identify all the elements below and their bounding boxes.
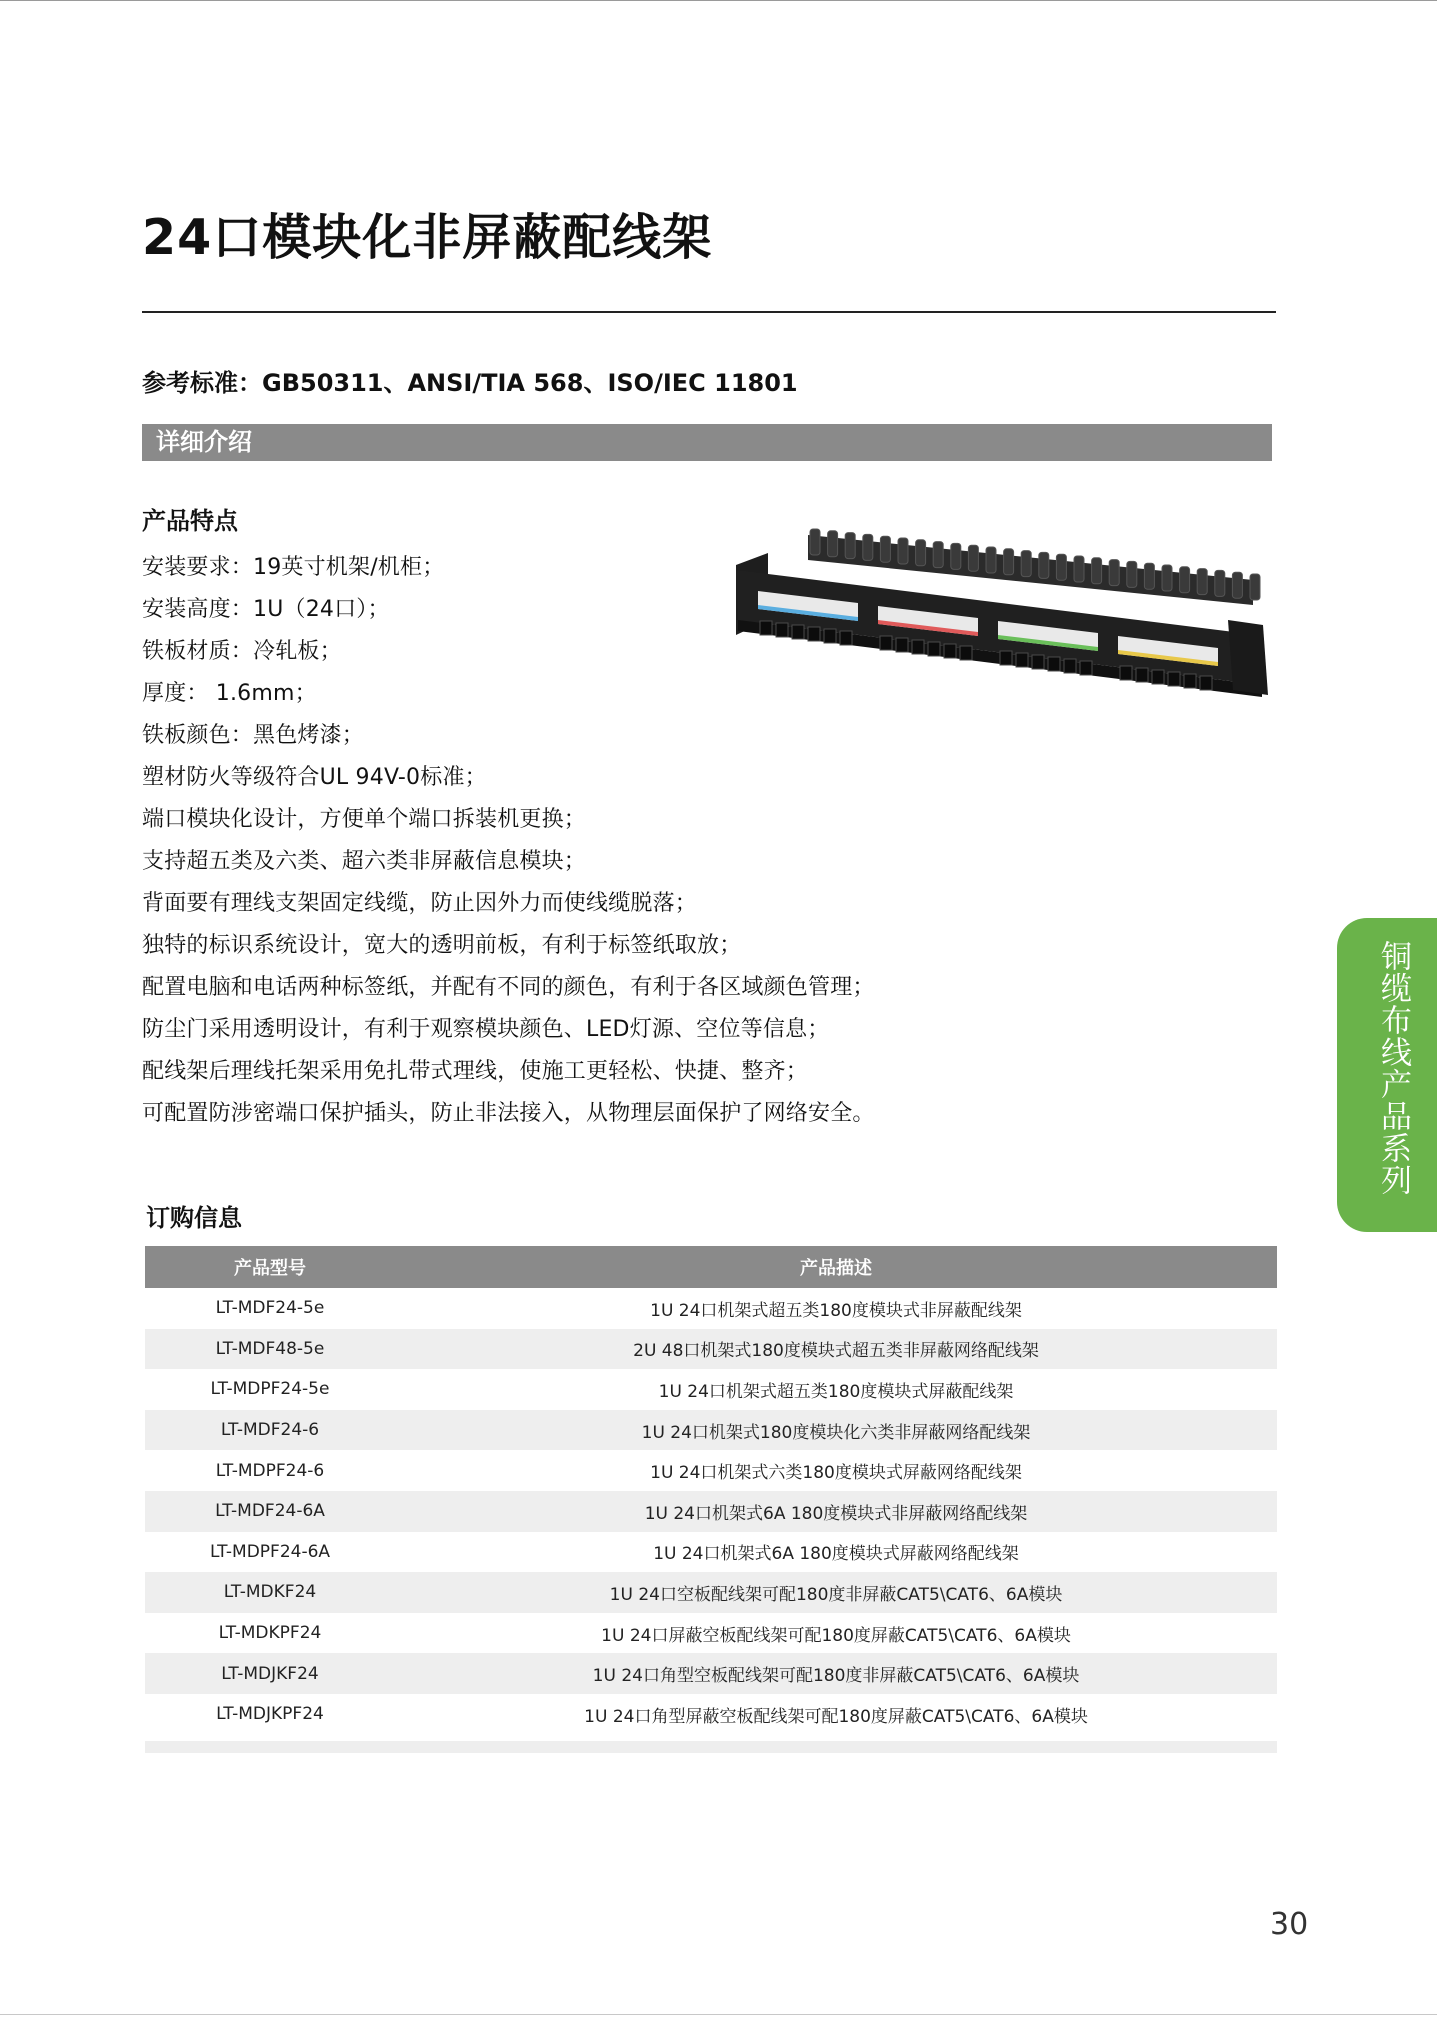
rj45-port — [760, 621, 772, 635]
description-cell: 1U 24口空板配线架可配180度非屏蔽CAT5\CAT6、6A模块 — [395, 1572, 1277, 1613]
comb-tooth — [933, 542, 943, 568]
page-title: 24口模块化非屏蔽配线架 — [142, 209, 713, 266]
table-row — [145, 1410, 1277, 1451]
feature-item: 厚度： 1.6mm； — [142, 681, 317, 706]
comb-tooth — [1197, 569, 1207, 595]
model-cell: LT-MDF24-6 — [145, 1410, 395, 1451]
comb-tooth — [1056, 554, 1066, 580]
model-cell: LT-MDJKPF24 — [216, 1704, 324, 1725]
model-cell: LT-MDF24-6A — [145, 1491, 395, 1532]
model-cell: LT-MDF24-5e — [215, 1298, 325, 1319]
model-cell: LT-MDKPF24 — [218, 1623, 322, 1644]
table-row — [145, 1450, 1277, 1491]
table-bottom-band — [145, 1741, 1277, 1753]
comb-tooth — [1039, 552, 1049, 578]
description-cell: 1U 24口屏蔽空板配线架可配180度屏蔽CAT5\CAT6、6A模块 — [601, 1625, 1071, 1646]
title-divider — [142, 311, 1276, 313]
rj45-port — [1080, 661, 1092, 675]
patch-panel-product-image — [728, 525, 1268, 715]
feature-item: 背面要有理线支架固定线缆，防止因外力而使线缆脱落； — [142, 891, 698, 916]
model-cell: LT-MDPF24-6A — [209, 1541, 331, 1562]
table-row — [145, 1572, 1277, 1613]
side-tab-label: 铜缆布线产品系列 — [1375, 940, 1411, 1196]
comb-tooth — [1215, 570, 1225, 596]
rj45-port — [1064, 659, 1076, 673]
order-table — [145, 1246, 1277, 1735]
top-rule — [0, 0, 1437, 1]
feature-item: 可配置防涉密端口保护插头，防止非法接入，从物理层面保护了网络安全。 — [142, 1101, 875, 1126]
description-cell: 1U 24口角型空板配线架可配180度非屏蔽CAT5\CAT6、6A模块 — [395, 1653, 1277, 1694]
comb-tooth — [1004, 549, 1014, 575]
table-row — [145, 1288, 1277, 1329]
comb-tooth — [1092, 558, 1102, 584]
patch-panel-illustration — [736, 529, 1268, 697]
comb-tooth — [1074, 556, 1084, 582]
description-cell: 1U 24口机架式6A 180度模块式非屏蔽网络配线架 — [395, 1491, 1277, 1532]
comb-tooth — [1180, 567, 1190, 593]
rj45-port — [792, 625, 804, 639]
rj45-port — [912, 640, 924, 654]
page-number: 30 — [1270, 1907, 1309, 1942]
feature-item: 配线架后理线托架采用免扎带式理线，使施工更轻松、快捷、整齐； — [142, 1059, 809, 1084]
comb-tooth — [1162, 565, 1172, 591]
table-row — [145, 1329, 1277, 1370]
rj45-port — [1184, 674, 1196, 688]
features-heading: 产品特点 — [142, 507, 238, 535]
comb-tooth — [898, 538, 908, 564]
rj45-port — [1200, 676, 1212, 690]
rj45-port — [1016, 653, 1028, 667]
feature-item: 铁板颜色：黑色烤漆； — [142, 723, 365, 748]
table-row — [145, 1694, 1277, 1735]
feature-item: 塑材防火等级符合UL 94V-0标准； — [142, 765, 487, 790]
rj45-port — [776, 623, 788, 637]
description-cell: 1U 24口机架式超五类180度模块式非屏蔽配线架 — [650, 1300, 1022, 1321]
comb-tooth — [828, 531, 838, 557]
comb-tooth — [986, 547, 996, 573]
comb-tooth — [916, 540, 926, 566]
comb-tooth — [1021, 551, 1031, 577]
feature-item: 安装高度：1U（24口）； — [142, 597, 390, 622]
model-cell: LT-MDPF24-5e — [210, 1379, 330, 1400]
description-cell: 1U 24口角型屏蔽空板配线架可配180度屏蔽CAT5\CAT6、6A模块 — [584, 1706, 1088, 1727]
model-cell: LT-MDF48-5e — [145, 1329, 395, 1370]
feature-item: 铁板材质：冷轧板； — [142, 639, 342, 664]
table-row — [145, 1369, 1277, 1410]
rj45-port — [928, 642, 940, 656]
model-cell: LT-MDPF24-6 — [215, 1460, 325, 1481]
rj45-port — [880, 636, 892, 650]
table-row — [145, 1613, 1277, 1654]
rj45-port — [896, 638, 908, 652]
rj45-port — [1000, 651, 1012, 665]
rj45-port — [1152, 670, 1164, 684]
comb-tooth — [968, 545, 978, 571]
description-cell: 1U 24口机架式180度模块化六类非屏蔽网络配线架 — [395, 1410, 1277, 1451]
comb-tooth — [1232, 572, 1242, 598]
table-row — [145, 1532, 1277, 1573]
comb-tooth — [810, 529, 820, 555]
feature-item: 端口模块化设计，方便单个端口拆装机更换； — [142, 807, 587, 832]
column-header-model: 产品型号 — [145, 1246, 395, 1288]
table-header-row — [145, 1246, 1277, 1288]
feature-item: 安装要求：19英寸机架/机柜； — [142, 555, 445, 580]
feature-item: 配置电脑和电话两种标签纸，并配有不同的颜色，有利于各区域颜色管理； — [142, 975, 875, 1000]
feature-item: 独特的标识系统设计，宽大的透明前板，有利于标签纸取放； — [142, 933, 742, 958]
rj45-port — [1168, 672, 1180, 686]
bottom-rule — [0, 2014, 1437, 2015]
rj45-port — [1032, 655, 1044, 669]
comb-tooth — [1109, 560, 1119, 586]
model-cell: LT-MDKF24 — [145, 1572, 395, 1613]
comb-tooth — [880, 536, 890, 562]
comb-tooth — [863, 534, 873, 560]
comb-tooth — [1250, 574, 1260, 600]
rj45-port — [824, 629, 836, 643]
model-cell: LT-MDJKF24 — [145, 1653, 395, 1694]
description-cell: 1U 24口机架式六类180度模块式屏蔽网络配线架 — [650, 1463, 1022, 1484]
reference-standard: 参考标准：GB50311、ANSI/TIA 568、ISO/IEC 11801 — [142, 369, 798, 397]
comb-tooth — [1144, 563, 1154, 589]
order-heading: 订购信息 — [146, 1204, 242, 1232]
table-row — [145, 1491, 1277, 1532]
feature-item: 支持超五类及六类、超六类非屏蔽信息模块； — [142, 849, 587, 874]
rj45-port — [1120, 666, 1132, 680]
comb-tooth — [951, 543, 961, 569]
rj45-port — [840, 631, 852, 645]
comb-tooth — [845, 533, 855, 559]
description-cell: 1U 24口机架式超五类180度模块式屏蔽配线架 — [658, 1381, 1014, 1402]
description-cell: 1U 24口机架式6A 180度模块式屏蔽网络配线架 — [653, 1544, 1019, 1565]
column-header-description: 产品描述 — [395, 1246, 1277, 1288]
comb-tooth — [1127, 561, 1137, 587]
rj45-port — [944, 644, 956, 658]
rj45-port — [808, 627, 820, 641]
section-bar-details: 详细介绍 — [142, 424, 1272, 461]
description-cell: 2U 48口机架式180度模块式超五类非屏蔽网络配线架 — [395, 1329, 1277, 1370]
rj45-port — [1136, 668, 1148, 682]
table-row — [145, 1653, 1277, 1694]
rj45-port — [960, 646, 972, 660]
feature-item: 防尘门采用透明设计，有利于观察模块颜色、LED灯源、空位等信息； — [142, 1017, 830, 1042]
rj45-port — [1048, 657, 1060, 671]
